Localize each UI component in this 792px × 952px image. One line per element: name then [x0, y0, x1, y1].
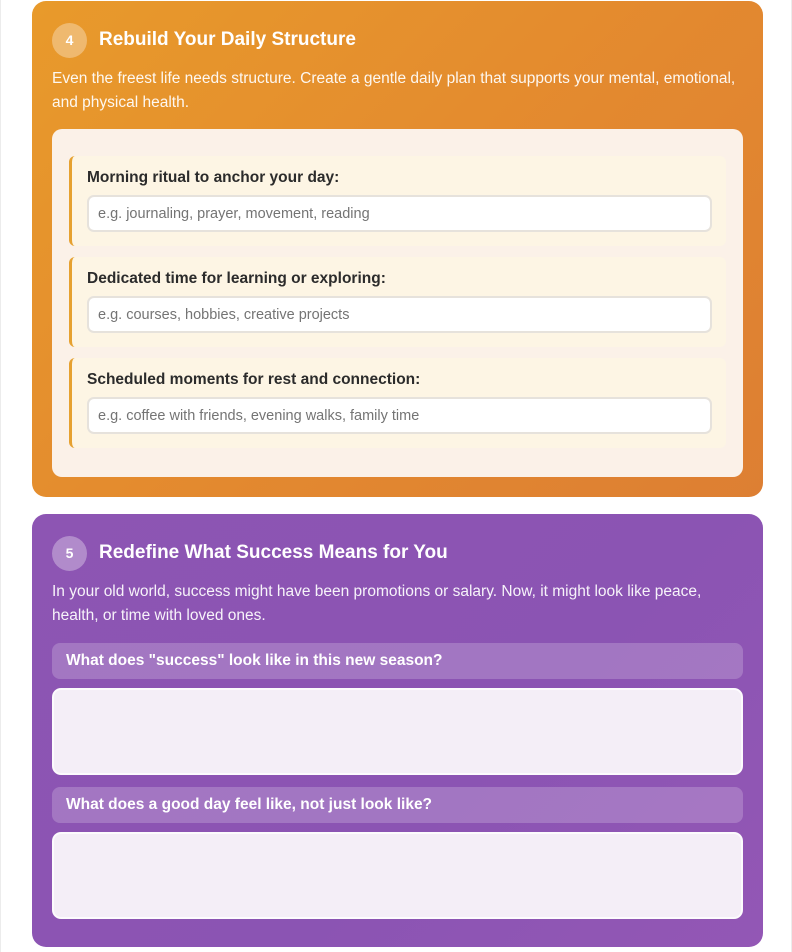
- section-title: Rebuild Your Daily Structure: [99, 29, 356, 50]
- section-header: [52, 23, 743, 57]
- section-description: In your old world, success might have been promotions or salary. Now, it might look like peace, health, or time with loved ones.: [52, 583, 702, 624]
- field-rest-connection: [69, 358, 726, 448]
- morning-ritual-input[interactable]: [87, 195, 712, 232]
- section-header: [52, 536, 743, 570]
- good-day-answer-textarea[interactable]: [52, 832, 743, 919]
- section-redefine-success: [32, 514, 763, 947]
- question-success-label: What does "success" look like in this new season?: [52, 643, 743, 679]
- question-good-day-label: What does a good day feel like, not just look like?: [52, 787, 743, 823]
- section-title: Redefine What Success Means for You: [99, 542, 448, 563]
- field-learning-time: [69, 257, 726, 347]
- step-number-badge: 4: [52, 23, 87, 58]
- daily-plan-panel: [52, 129, 743, 477]
- section-daily-structure: [32, 1, 763, 497]
- field-label: Dedicated time for learning or exploring:: [87, 270, 386, 287]
- success-answer-textarea[interactable]: [52, 688, 743, 775]
- learning-time-input[interactable]: [87, 296, 712, 333]
- field-label: Morning ritual to anchor your day:: [87, 169, 340, 186]
- field-morning-ritual: [69, 156, 726, 246]
- rest-connection-input[interactable]: [87, 397, 712, 434]
- section-description: Even the freest life needs structure. Create a gentle daily plan that supports your mental, emotional, and physical health.: [52, 70, 736, 111]
- step-number-badge: 5: [52, 536, 87, 571]
- field-label: Scheduled moments for rest and connection:: [87, 371, 421, 388]
